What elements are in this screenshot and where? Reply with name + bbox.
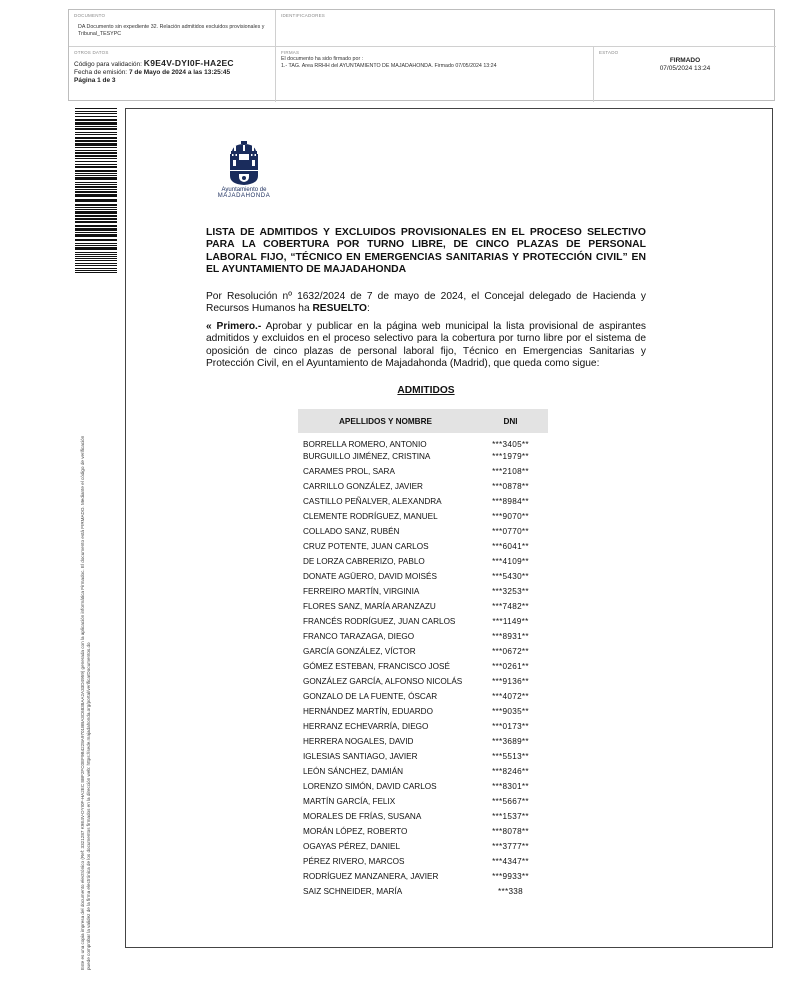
column-header-dni: DNI: [473, 409, 548, 433]
firmas-cell: [276, 47, 594, 102]
applicant-name: CLEMENTE RODRÍGUEZ, MANUEL: [303, 512, 438, 521]
estado-date: 07/05/2024 13:24: [659, 65, 711, 72]
applicant-dni: ***8246**: [492, 767, 529, 776]
applicant-name: HERRANZ ECHEVARRÍA, DIEGO: [303, 722, 429, 731]
identificadores-cell: [276, 10, 776, 47]
table-row: [298, 869, 548, 884]
applicant-name: FRANCÉS RODRÍGUEZ, JUAN CARLOS: [303, 617, 456, 626]
documento-value: DA Documento sin expediente 32. Relación admitidos excluidos provisionales y Tribunal_TESYPC: [78, 24, 265, 37]
applicant-name: CRUZ POTENTE, JUAN CARLOS: [303, 542, 429, 551]
applicant-dni: ***0878**: [492, 482, 529, 491]
applicant-dni: ***4072**: [492, 692, 529, 701]
applicant-name: LEÓN SÁNCHEZ, DAMIÁN: [303, 767, 404, 776]
applicant-name: FERREIRO MARTÍN, VIRGINIA: [303, 587, 420, 596]
applicant-dni: ***0672**: [492, 647, 529, 656]
estado-value: FIRMADO: [669, 57, 701, 64]
applicant-name: GONZALO DE LA FUENTE, ÓSCAR: [303, 692, 438, 701]
table-row: [298, 674, 548, 689]
applicant-name: OGAYAS PÉREZ, DANIEL: [303, 842, 401, 851]
table-row: [298, 479, 548, 494]
applicant-dni: ***9933**: [492, 872, 529, 881]
applicant-dni: ***0261**: [492, 662, 529, 671]
page-count: Página 1 de 3: [74, 77, 116, 84]
table-row: [298, 734, 548, 749]
applicant-name: MARTÍN GARCÍA, FELIX: [303, 797, 396, 806]
estado-label: ESTADO: [599, 50, 619, 55]
validation-code-label: Código para validación:: [74, 61, 142, 68]
firmas-signer: 1.- TAG. Area RRHH del AYUNTAMIENTO DE MAJADAHONDA. Firmado 07/05/2024 13:24: [281, 62, 497, 69]
estado-cell: [594, 47, 776, 102]
table-row: [298, 884, 548, 899]
otros-datos-label: OTROS DATOS: [74, 50, 109, 55]
issue-date-label: Fecha de emisión:: [74, 69, 128, 76]
applicant-name: PÉREZ RIVERO, MARCOS: [303, 857, 405, 866]
applicant-dni: ***8078**: [492, 827, 529, 836]
admitidos-table: [298, 409, 548, 899]
table-row: [298, 569, 548, 584]
table-row: [298, 629, 548, 644]
city-logo: [210, 141, 278, 199]
applicant-name: BURGUILLO JIMÉNEZ, CRISTINA: [303, 452, 431, 461]
table-row: [298, 659, 548, 674]
applicant-name: MORÁN LÓPEZ, ROBERTO: [303, 827, 408, 836]
applicant-name: HERNÁNDEZ MARTÍN, EDUARDO: [303, 707, 433, 716]
applicant-dni: ***1979**: [492, 452, 529, 461]
primero-paragraph: [206, 321, 646, 371]
applicant-dni: ***0770**: [492, 527, 529, 536]
applicant-name: RODRÍGUEZ MANZANERA, JAVIER: [303, 872, 439, 881]
applicant-dni: ***7482**: [492, 602, 529, 611]
document-page: [125, 108, 773, 948]
otros-datos-cell: [69, 47, 276, 102]
table-row: [298, 764, 548, 779]
applicant-name: GÓMEZ ESTEBAN, FRANCISCO JOSÉ: [303, 662, 450, 671]
applicant-name: LORENZO SIMÓN, DAVID CARLOS: [303, 782, 437, 791]
table-row: [298, 584, 548, 599]
applicant-dni: ***6041**: [492, 542, 529, 551]
issue-date-line: [74, 69, 270, 77]
table-row: [298, 719, 548, 734]
applicant-name: BORRELLA ROMERO, ANTONIO: [303, 439, 427, 449]
coat-of-arms-icon: [224, 141, 264, 185]
table-row: [298, 839, 548, 854]
resolution-keyword: RESUELTO: [312, 303, 367, 315]
table-row: [298, 539, 548, 554]
applicant-name: HERRERA NOGALES, DAVID: [303, 737, 414, 746]
admitidos-heading: ADMITIDOS: [397, 385, 455, 396]
table-row: [298, 824, 548, 839]
applicant-name: GARCÍA GONZÁLEZ, VÍCTOR: [303, 647, 416, 656]
applicant-dni: ***2108**: [492, 467, 529, 476]
firmas-label: FIRMAS: [281, 50, 300, 55]
resolution-tail: :: [366, 303, 370, 315]
applicant-dni: ***8931**: [492, 632, 529, 641]
table-row: [298, 749, 548, 764]
sidebar-line-2: puede comprobar la validez de la firma electrónica de los documentos firmados en la dirección web: https://sede.majadahonda.org/portal/verificarDocumentos.do: [86, 642, 91, 970]
applicant-dni: ***9035**: [492, 707, 529, 716]
applicant-name: GONZÁLEZ GARCÍA, ALFONSO NICOLÁS: [303, 677, 463, 686]
logo-line-2: MAJADAHONDA: [217, 193, 271, 199]
resolution-text: Por Resolución nº 1632/2024 de 7 de mayo de 2024, el Concejal delegado de Hacienda y Recursos Humanos ha: [206, 291, 646, 315]
table-row: [298, 854, 548, 869]
applicant-dni: ***5513**: [492, 752, 529, 761]
table-row: [298, 614, 548, 629]
applicant-name: FRANCO TARAZAGA, DIEGO: [303, 632, 415, 641]
validation-code: K9E4V-DYI0F-HA2EC: [143, 58, 234, 68]
logo-line-1: Ayuntamiento de: [221, 187, 267, 193]
table-row: [298, 433, 548, 449]
table-row: [298, 509, 548, 524]
applicant-name: CASTILLO PEÑALVER, ALEXANDRA: [303, 497, 442, 506]
table-body: [298, 433, 548, 899]
applicant-dni: ***5430**: [492, 572, 529, 581]
table-row: [298, 794, 548, 809]
table-row: [298, 599, 548, 614]
applicant-dni: ***4347**: [492, 857, 529, 866]
applicant-name: DE LORZA CABRERIZO, PABLO: [303, 557, 425, 566]
applicant-name: FLORES SANZ, MARÍA ARANZAZU: [303, 602, 436, 611]
applicant-dni: ***338: [497, 887, 524, 896]
applicant-name: COLLADO SANZ, RUBÉN: [303, 527, 400, 536]
documento-cell: [69, 10, 276, 47]
applicant-dni: ***8301**: [492, 782, 529, 791]
applicant-dni: ***5667**: [492, 797, 529, 806]
applicant-name: DONATE AGÜERO, DAVID MOISÉS: [303, 572, 437, 581]
verification-sidebar-text: [80, 280, 92, 970]
resolution-paragraph: [206, 291, 646, 316]
applicant-dni: ***3689**: [492, 737, 529, 746]
applicant-name: CARAMES PROL, SARA: [303, 467, 395, 476]
primero-text: Aprobar y publicar en la página web municipal la lista provisional de aspirantes admitidos y excluidos en el proceso selectivo para la cobertura por turno libre por el sistema de oposición de cinco plazas de personal laboral fijo, Técnico en Emergencias Sanitarias y Protección Civil, en el Ayuntamiento de Majadahonda (Madrid), que queda como sigue:: [206, 321, 646, 370]
table-row: [298, 779, 548, 794]
applicant-dni: ***3405**: [492, 439, 529, 449]
primero-lead: « Primero.-: [206, 321, 262, 332]
applicant-dni: ***0173**: [492, 722, 529, 731]
document-metadata-header: [68, 9, 775, 101]
table-row: [298, 554, 548, 569]
applicant-dni: ***1537**: [492, 812, 529, 821]
table-row: [298, 494, 548, 509]
table-row: [298, 524, 548, 539]
table-row: [298, 644, 548, 659]
identificadores-label: IDENTIFICADORES: [281, 13, 326, 18]
validation-code-line: [74, 59, 270, 69]
table-header-row: [298, 409, 548, 433]
document-title: LISTA DE ADMITIDOS Y EXCLUIDOS PROVISIONALES EN EL PROCESO SELECTIVO PARA LA COBERTURA POR TURNO LIBRE, DE CINCO PLAZAS DE PERSONAL LABORAL FIJO, “TÉCNICO EN EMERGENCIAS SANITARIAS Y PROTECCIÓN CIVIL” EN EL AYUNTAMIENTO DE MAJADAHONDA: [206, 227, 646, 276]
table-row: [298, 704, 548, 719]
table-row: [298, 449, 548, 464]
table-row: [298, 809, 548, 824]
firmas-intro: El documento ha sido firmado por :: [281, 56, 364, 62]
applicant-name: CARRILLO GONZÁLEZ, JAVIER: [303, 482, 423, 491]
applicant-name: MORALES DE FRÍAS, SUSANA: [303, 812, 422, 821]
applicant-dni: ***3777**: [492, 842, 529, 851]
table-row: [298, 464, 548, 479]
documento-label: DOCUMENTO: [74, 13, 106, 18]
barcode-icon: [75, 108, 117, 274]
applicant-dni: ***8984**: [492, 497, 529, 506]
applicant-dni: ***1149**: [492, 617, 529, 626]
applicant-dni: ***4109**: [492, 557, 529, 566]
issue-date: 7 de Mayo de 2024 a las 13:25:45: [128, 69, 231, 76]
applicant-dni: ***9136**: [492, 677, 529, 686]
applicant-dni: ***3253**: [492, 587, 529, 596]
applicant-dni: ***9070**: [492, 512, 529, 521]
applicant-name: SAIZ SCHNEIDER, MARÍA: [303, 887, 403, 896]
column-header-name: APELLIDOS Y NOMBRE: [298, 409, 473, 433]
sidebar-line-1: Este es una copia impresa del documento electrónico (Ref: 3321287 K9E4V-DYI0F-HA2EC 8BF2FC0EF9B4228A9701BBA3C6838AA2A33D4959) generada con la aplicación informática Firmadoc. El documento está FIRMADO. Mediante el código de verificación: [80, 435, 85, 970]
table-row: [298, 689, 548, 704]
applicant-name: IGLESIAS SANTIAGO, JAVIER: [303, 752, 418, 761]
